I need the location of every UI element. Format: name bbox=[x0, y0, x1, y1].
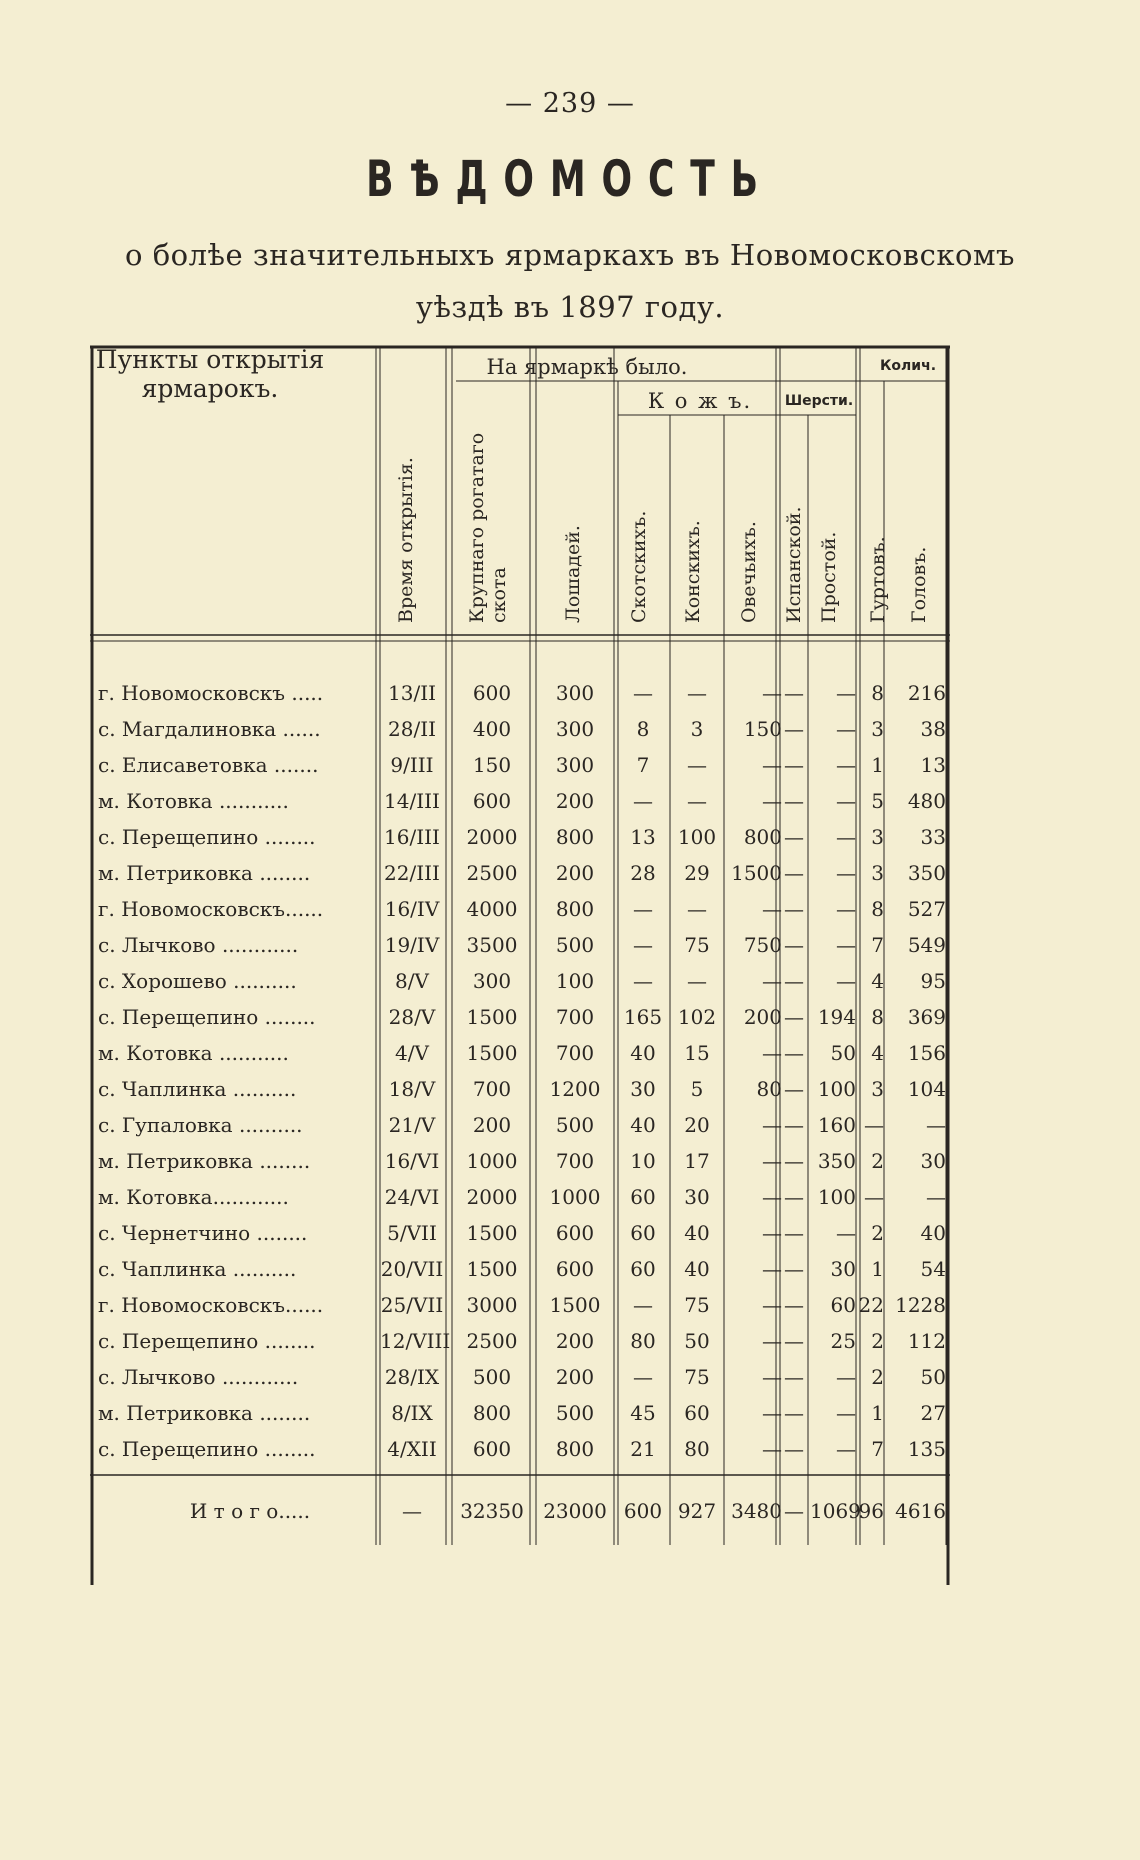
cell-cattle: 2500 bbox=[466, 861, 518, 885]
header-time: Время открытія. bbox=[395, 457, 417, 623]
cell-wool-simple: 50 bbox=[830, 1041, 856, 1065]
cell-wool-simple: — bbox=[836, 1437, 856, 1461]
cell-hides-horse: 29 bbox=[684, 861, 710, 885]
header-wool-spanish: Испанской. bbox=[783, 506, 805, 623]
cell-wool-simple: 100 bbox=[817, 1185, 856, 1209]
cell-hides-sheep: — bbox=[762, 1221, 782, 1245]
header-cattle: Крупнаго рогатаго скота bbox=[466, 432, 510, 623]
header-herds: Гуртовъ. bbox=[867, 536, 889, 623]
cell-herds: — bbox=[864, 1113, 884, 1137]
header-places-line-1: Пункты открытія bbox=[95, 345, 325, 374]
cell-heads: 33 bbox=[920, 825, 946, 849]
cell-time: 4/XII bbox=[387, 1437, 437, 1461]
cell-hides-sheep: — bbox=[762, 1329, 782, 1353]
cell-hides-sheep: 150 bbox=[743, 717, 782, 741]
cell-hides-sheep: — bbox=[762, 753, 782, 777]
cell-horses: 500 bbox=[555, 1113, 595, 1137]
cell-hides-sheep: — bbox=[762, 1041, 782, 1065]
cell-hides-sheep: — bbox=[762, 1293, 782, 1317]
total-hides-cattle: 600 bbox=[623, 1499, 663, 1523]
cell-cattle: 500 bbox=[472, 1365, 512, 1389]
cell-time: 12/VIII bbox=[380, 1329, 451, 1353]
cell-herds: 3 bbox=[871, 717, 884, 741]
header-wool: Шерсти. bbox=[784, 393, 854, 409]
cell-heads: 38 bbox=[920, 717, 946, 741]
cell-wool-simple: — bbox=[836, 933, 856, 957]
cell-wool-simple: — bbox=[836, 969, 856, 993]
cell-wool-spanish: — bbox=[784, 825, 804, 849]
cell-hides-sheep: 800 bbox=[743, 825, 782, 849]
cell-hides-cattle: 28 bbox=[630, 861, 656, 885]
cell-wool-simple: 160 bbox=[817, 1113, 856, 1137]
cell-hides-cattle: — bbox=[633, 1365, 653, 1389]
cell-hides-sheep: 1500 bbox=[731, 861, 782, 885]
cell-wool-spanish: — bbox=[784, 1041, 804, 1065]
cell-wool-spanish: — bbox=[784, 1185, 804, 1209]
cell-wool-simple: — bbox=[836, 1365, 856, 1389]
place-name: с. Чаплинка .......... bbox=[98, 1077, 297, 1101]
cell-time: 18/V bbox=[388, 1077, 436, 1101]
cell-hides-sheep: — bbox=[762, 969, 782, 993]
cell-hides-horse: 75 bbox=[684, 933, 710, 957]
place-name: с. Перещепино ........ bbox=[98, 1329, 316, 1353]
cell-wool-spanish: — bbox=[784, 1149, 804, 1173]
cell-wool-simple: — bbox=[836, 897, 856, 921]
cell-herds: 8 bbox=[871, 681, 884, 705]
cell-hides-cattle: 8 bbox=[636, 717, 650, 741]
cell-hides-sheep: — bbox=[762, 1113, 782, 1137]
total-cattle: 32350 bbox=[460, 1499, 524, 1523]
total-horses: 23000 bbox=[543, 1499, 607, 1523]
cell-wool-spanish: — bbox=[784, 933, 804, 957]
header-horse-hides: Конскихъ. bbox=[682, 520, 704, 623]
cell-time: 28/II bbox=[388, 717, 436, 741]
cell-cattle: 1500 bbox=[466, 1005, 518, 1029]
cell-time: 28/IX bbox=[384, 1365, 440, 1389]
cell-hides-cattle: — bbox=[633, 933, 653, 957]
place-name: с. Перещепино ........ bbox=[98, 825, 316, 849]
place-name: м. Петриковка ........ bbox=[98, 1401, 311, 1425]
place-name: г. Новомосковскъ...... bbox=[98, 1293, 324, 1317]
cell-herds: 4 bbox=[871, 969, 884, 993]
cell-hides-horse: 15 bbox=[684, 1041, 710, 1065]
cell-time: 28/V bbox=[388, 1005, 436, 1029]
cell-cattle: 2500 bbox=[466, 1329, 518, 1353]
cell-hides-cattle: 60 bbox=[630, 1221, 656, 1245]
cell-hides-horse: — bbox=[687, 969, 707, 993]
cell-heads: 156 bbox=[907, 1041, 946, 1065]
cell-time: 8/IX bbox=[391, 1401, 433, 1425]
cell-wool-spanish: — bbox=[784, 1077, 804, 1101]
place-name: с. Лычково ............ bbox=[98, 1365, 299, 1389]
cell-heads: 13 bbox=[920, 753, 946, 777]
cell-wool-spanish: — bbox=[784, 969, 804, 993]
cell-cattle: 2000 bbox=[466, 825, 518, 849]
cell-wool-simple: — bbox=[836, 1221, 856, 1245]
cell-wool-spanish: — bbox=[784, 1365, 804, 1389]
cell-hides-cattle: 7 bbox=[636, 753, 650, 777]
cell-herds: 3 bbox=[871, 1077, 884, 1101]
subtitle-line-2: уѣздѣ въ 1897 году. bbox=[415, 290, 725, 324]
cell-hides-cattle: 10 bbox=[630, 1149, 656, 1173]
cell-time: 14/III bbox=[384, 789, 440, 813]
cell-time: 20/VII bbox=[380, 1257, 444, 1281]
cell-hides-cattle: — bbox=[633, 1293, 653, 1317]
total-heads: 4616 bbox=[895, 1499, 946, 1523]
cell-herds: 2 bbox=[871, 1329, 884, 1353]
cell-herds: 7 bbox=[871, 933, 884, 957]
cell-herds: 1 bbox=[871, 1401, 884, 1425]
cell-horses: 200 bbox=[555, 1329, 595, 1353]
cell-herds: 8 bbox=[871, 1005, 884, 1029]
cell-herds: 2 bbox=[871, 1221, 884, 1245]
cell-wool-simple: 194 bbox=[817, 1005, 856, 1029]
cell-wool-spanish: — bbox=[784, 1221, 804, 1245]
cell-time: 16/VI bbox=[384, 1149, 440, 1173]
total-hides-horse: 927 bbox=[677, 1499, 717, 1523]
cell-herds: — bbox=[864, 1185, 884, 1209]
cell-horses: 700 bbox=[555, 1041, 595, 1065]
cell-horses: 600 bbox=[555, 1257, 595, 1281]
cell-time: 16/IV bbox=[384, 897, 440, 921]
cell-horses: 800 bbox=[555, 1437, 595, 1461]
page-number: — 239 — bbox=[505, 88, 635, 119]
cell-horses: 1000 bbox=[549, 1185, 601, 1209]
cell-hides-horse: — bbox=[687, 789, 707, 813]
cell-herds: 2 bbox=[871, 1149, 884, 1173]
cell-hides-horse: 5 bbox=[690, 1077, 704, 1101]
cell-heads: 549 bbox=[907, 933, 946, 957]
cell-wool-spanish: — bbox=[784, 717, 804, 741]
cell-hides-cattle: — bbox=[633, 897, 653, 921]
cell-cattle: 150 bbox=[472, 753, 512, 777]
cell-heads: 527 bbox=[907, 897, 946, 921]
cell-horses: 800 bbox=[555, 825, 595, 849]
cell-cattle: 600 bbox=[472, 1437, 512, 1461]
cell-hides-horse: 40 bbox=[684, 1257, 710, 1281]
cell-herds: 8 bbox=[871, 897, 884, 921]
cell-heads: 216 bbox=[907, 681, 946, 705]
cell-hides-horse: 20 bbox=[684, 1113, 710, 1137]
cell-cattle: 1500 bbox=[466, 1221, 518, 1245]
header-group-qty: Колич. bbox=[879, 358, 937, 374]
cell-cattle: 3000 bbox=[466, 1293, 518, 1317]
cell-cattle: 300 bbox=[472, 969, 512, 993]
place-name: с. Гупаловка .......... bbox=[98, 1113, 303, 1137]
place-name: г. Новомосковскъ...... bbox=[98, 897, 324, 921]
cell-horses: 100 bbox=[555, 969, 595, 993]
cell-wool-spanish: — bbox=[784, 1437, 804, 1461]
cell-herds: 3 bbox=[871, 861, 884, 885]
cell-hides-cattle: — bbox=[633, 789, 653, 813]
cell-cattle: 1000 bbox=[466, 1149, 518, 1173]
cell-herds: 7 bbox=[871, 1437, 884, 1461]
cell-hides-cattle: 60 bbox=[630, 1185, 656, 1209]
cell-hides-horse: 100 bbox=[677, 825, 717, 849]
cell-horses: 700 bbox=[555, 1005, 595, 1029]
cell-hides-cattle: 80 bbox=[630, 1329, 656, 1353]
cell-heads: — bbox=[926, 1185, 946, 1209]
place-name: с. Чернетчино ........ bbox=[98, 1221, 308, 1245]
cell-horses: 300 bbox=[555, 753, 595, 777]
cell-horses: 200 bbox=[555, 1365, 595, 1389]
header-wool-simple: Простой. bbox=[818, 531, 840, 623]
cell-cattle: 2000 bbox=[466, 1185, 518, 1209]
cell-hides-cattle: 45 bbox=[630, 1401, 656, 1425]
cell-horses: 800 bbox=[555, 897, 595, 921]
cell-wool-spanish: — bbox=[784, 789, 804, 813]
cell-wool-spanish: — bbox=[784, 1113, 804, 1137]
cell-cattle: 600 bbox=[472, 789, 512, 813]
cell-cattle: 3500 bbox=[466, 933, 518, 957]
place-name: г. Новомосковскъ ..... bbox=[98, 681, 324, 705]
cell-wool-spanish: — bbox=[784, 1401, 804, 1425]
cell-hides-sheep: — bbox=[762, 897, 782, 921]
fairs-table bbox=[90, 345, 950, 1585]
cell-horses: 200 bbox=[555, 789, 595, 813]
cell-wool-simple: — bbox=[836, 789, 856, 813]
cell-time: 25/VII bbox=[380, 1293, 444, 1317]
cell-hides-horse: 30 bbox=[684, 1185, 710, 1209]
cell-time: 24/VI bbox=[384, 1185, 440, 1209]
total-label: И т о г о..... bbox=[189, 1499, 311, 1523]
cell-wool-simple: 30 bbox=[830, 1257, 856, 1281]
total-wool-spanish: — bbox=[784, 1499, 804, 1523]
cell-heads: 50 bbox=[920, 1365, 946, 1389]
place-name: м. Котовка............ bbox=[98, 1185, 289, 1209]
document-title: ВѢДОМОСТЬ bbox=[366, 150, 774, 208]
cell-wool-spanish: — bbox=[784, 681, 804, 705]
cell-cattle: 1500 bbox=[466, 1041, 518, 1065]
cell-hides-horse: — bbox=[687, 681, 707, 705]
cell-wool-simple: — bbox=[836, 753, 856, 777]
cell-hides-sheep: — bbox=[762, 1401, 782, 1425]
header-heads: Головъ. bbox=[908, 546, 930, 623]
cell-heads: 480 bbox=[907, 789, 946, 813]
place-name: с. Магдалиновка ...... bbox=[98, 717, 321, 741]
place-name: с. Лычково ............ bbox=[98, 933, 299, 957]
header-horses: Лошадей. bbox=[562, 525, 584, 623]
place-name: м. Петриковка ........ bbox=[98, 1149, 311, 1173]
cell-wool-simple: 100 bbox=[817, 1077, 856, 1101]
cell-wool-simple: — bbox=[836, 861, 856, 885]
cell-heads: 54 bbox=[920, 1257, 946, 1281]
cell-wool-simple: — bbox=[836, 825, 856, 849]
cell-hides-cattle: 60 bbox=[630, 1257, 656, 1281]
cell-hides-cattle: 30 bbox=[630, 1077, 656, 1101]
cell-horses: 500 bbox=[555, 933, 595, 957]
subtitle-line-1: о болѣе значительныхъ ярмаркахъ въ Новомосковскомъ bbox=[125, 238, 1015, 272]
cell-hides-horse: 40 bbox=[684, 1221, 710, 1245]
place-name: с. Чаплинка .......... bbox=[98, 1257, 297, 1281]
cell-cattle: 800 bbox=[472, 1401, 512, 1425]
cell-hides-cattle: 40 bbox=[630, 1113, 656, 1137]
cell-wool-simple: — bbox=[836, 681, 856, 705]
cell-hides-cattle: 165 bbox=[623, 1005, 663, 1029]
cell-hides-sheep: — bbox=[762, 789, 782, 813]
cell-herds: 5 bbox=[871, 789, 884, 813]
place-name: с. Перещепино ........ bbox=[98, 1005, 316, 1029]
cell-heads: 135 bbox=[907, 1437, 946, 1461]
cell-time: 16/III bbox=[384, 825, 440, 849]
cell-heads: 369 bbox=[907, 1005, 946, 1029]
cell-cattle: 400 bbox=[472, 717, 512, 741]
cell-heads: 1228 bbox=[895, 1293, 946, 1317]
cell-wool-simple: 60 bbox=[830, 1293, 856, 1317]
cell-cattle: 600 bbox=[472, 681, 512, 705]
cell-horses: 300 bbox=[555, 717, 595, 741]
cell-horses: 500 bbox=[555, 1401, 595, 1425]
cell-wool-simple: 25 bbox=[830, 1329, 856, 1353]
cell-time: 19/IV bbox=[384, 933, 440, 957]
cell-time: 5/VII bbox=[387, 1221, 437, 1245]
header-cattle-hides: Скотскихъ. bbox=[628, 510, 650, 623]
cell-time: 9/III bbox=[390, 753, 434, 777]
place-name: с. Елисаветовка ....... bbox=[98, 753, 319, 777]
cell-heads: — bbox=[926, 1113, 946, 1137]
cell-herds: 3 bbox=[871, 825, 884, 849]
cell-heads: 95 bbox=[920, 969, 946, 993]
cell-cattle: 1500 bbox=[466, 1257, 518, 1281]
cell-heads: 112 bbox=[907, 1329, 946, 1353]
cell-wool-spanish: — bbox=[784, 1293, 804, 1317]
cell-wool-simple: — bbox=[836, 717, 856, 741]
cell-hides-cattle: — bbox=[633, 969, 653, 993]
place-name: м. Котовка ........... bbox=[98, 1041, 289, 1065]
cell-heads: 27 bbox=[920, 1401, 946, 1425]
cell-heads: 104 bbox=[907, 1077, 946, 1101]
cell-hides-cattle: — bbox=[633, 681, 653, 705]
cell-hides-horse: 75 bbox=[684, 1365, 710, 1389]
total-time: — bbox=[402, 1499, 422, 1523]
total-hides-sheep: 3480 bbox=[731, 1499, 782, 1523]
cell-wool-spanish: — bbox=[784, 1005, 804, 1029]
cell-cattle: 4000 bbox=[466, 897, 518, 921]
cell-horses: 600 bbox=[555, 1221, 595, 1245]
header-places-line-2: ярмарокъ. bbox=[141, 374, 279, 403]
cell-hides-horse: 102 bbox=[677, 1005, 717, 1029]
cell-wool-spanish: — bbox=[784, 753, 804, 777]
cell-wool-spanish: — bbox=[784, 861, 804, 885]
cell-hides-sheep: — bbox=[762, 1437, 782, 1461]
cell-hides-cattle: 40 bbox=[630, 1041, 656, 1065]
cell-time: 22/III bbox=[384, 861, 440, 885]
cell-heads: 40 bbox=[920, 1221, 946, 1245]
cell-hides-cattle: 13 bbox=[630, 825, 656, 849]
place-name: м. Петриковка ........ bbox=[98, 861, 311, 885]
cell-hides-sheep: — bbox=[762, 1257, 782, 1281]
cell-horses: 200 bbox=[555, 861, 595, 885]
place-name: с. Перещепино ........ bbox=[98, 1437, 316, 1461]
cell-herds: 1 bbox=[871, 753, 884, 777]
cell-hides-horse: 60 bbox=[684, 1401, 710, 1425]
cell-herds: 22 bbox=[858, 1293, 884, 1317]
total-herds: 96 bbox=[858, 1499, 884, 1523]
cell-horses: 700 bbox=[555, 1149, 595, 1173]
header-hides: К о ж ъ. bbox=[647, 389, 753, 413]
cell-cattle: 700 bbox=[472, 1077, 512, 1101]
cell-horses: 300 bbox=[555, 681, 595, 705]
cell-time: 13/II bbox=[388, 681, 436, 705]
cell-hides-horse: 75 bbox=[684, 1293, 710, 1317]
cell-hides-cattle: 21 bbox=[630, 1437, 656, 1461]
total-wool-simple: 1069 bbox=[810, 1499, 861, 1523]
cell-hides-horse: 80 bbox=[684, 1437, 710, 1461]
cell-hides-sheep: 200 bbox=[743, 1005, 782, 1029]
cell-hides-horse: — bbox=[687, 897, 707, 921]
cell-hides-sheep: — bbox=[762, 1185, 782, 1209]
cell-hides-sheep: 750 bbox=[743, 933, 782, 957]
cell-hides-sheep: — bbox=[762, 1365, 782, 1389]
cell-wool-simple: 350 bbox=[817, 1149, 856, 1173]
cell-herds: 1 bbox=[871, 1257, 884, 1281]
cell-wool-spanish: — bbox=[784, 897, 804, 921]
cell-heads: 350 bbox=[907, 861, 946, 885]
cell-wool-spanish: — bbox=[784, 1329, 804, 1353]
cell-hides-sheep: — bbox=[762, 1149, 782, 1173]
cell-time: 21/V bbox=[388, 1113, 436, 1137]
cell-horses: 1500 bbox=[549, 1293, 601, 1317]
cell-time: 8/V bbox=[395, 969, 429, 993]
cell-hides-sheep: 80 bbox=[756, 1077, 782, 1101]
cell-herds: 2 bbox=[871, 1365, 884, 1389]
cell-wool-spanish: — bbox=[784, 1257, 804, 1281]
cell-hides-sheep: — bbox=[762, 681, 782, 705]
cell-hides-horse: — bbox=[687, 753, 707, 777]
cell-wool-simple: — bbox=[836, 1401, 856, 1425]
place-name: м. Котовка ........... bbox=[98, 789, 289, 813]
header-group-fair: На ярмаркѣ было. bbox=[486, 355, 688, 379]
cell-hides-horse: 17 bbox=[684, 1149, 710, 1173]
cell-herds: 4 bbox=[871, 1041, 884, 1065]
cell-hides-horse: 50 bbox=[684, 1329, 710, 1353]
cell-time: 4/V bbox=[395, 1041, 429, 1065]
cell-horses: 1200 bbox=[549, 1077, 601, 1101]
place-name: с. Хорошево .......... bbox=[98, 969, 297, 993]
cell-heads: 30 bbox=[920, 1149, 946, 1173]
header-sheep-hides: Овечьихъ. bbox=[738, 521, 760, 623]
cell-hides-horse: 3 bbox=[690, 717, 704, 741]
cell-cattle: 200 bbox=[472, 1113, 512, 1137]
